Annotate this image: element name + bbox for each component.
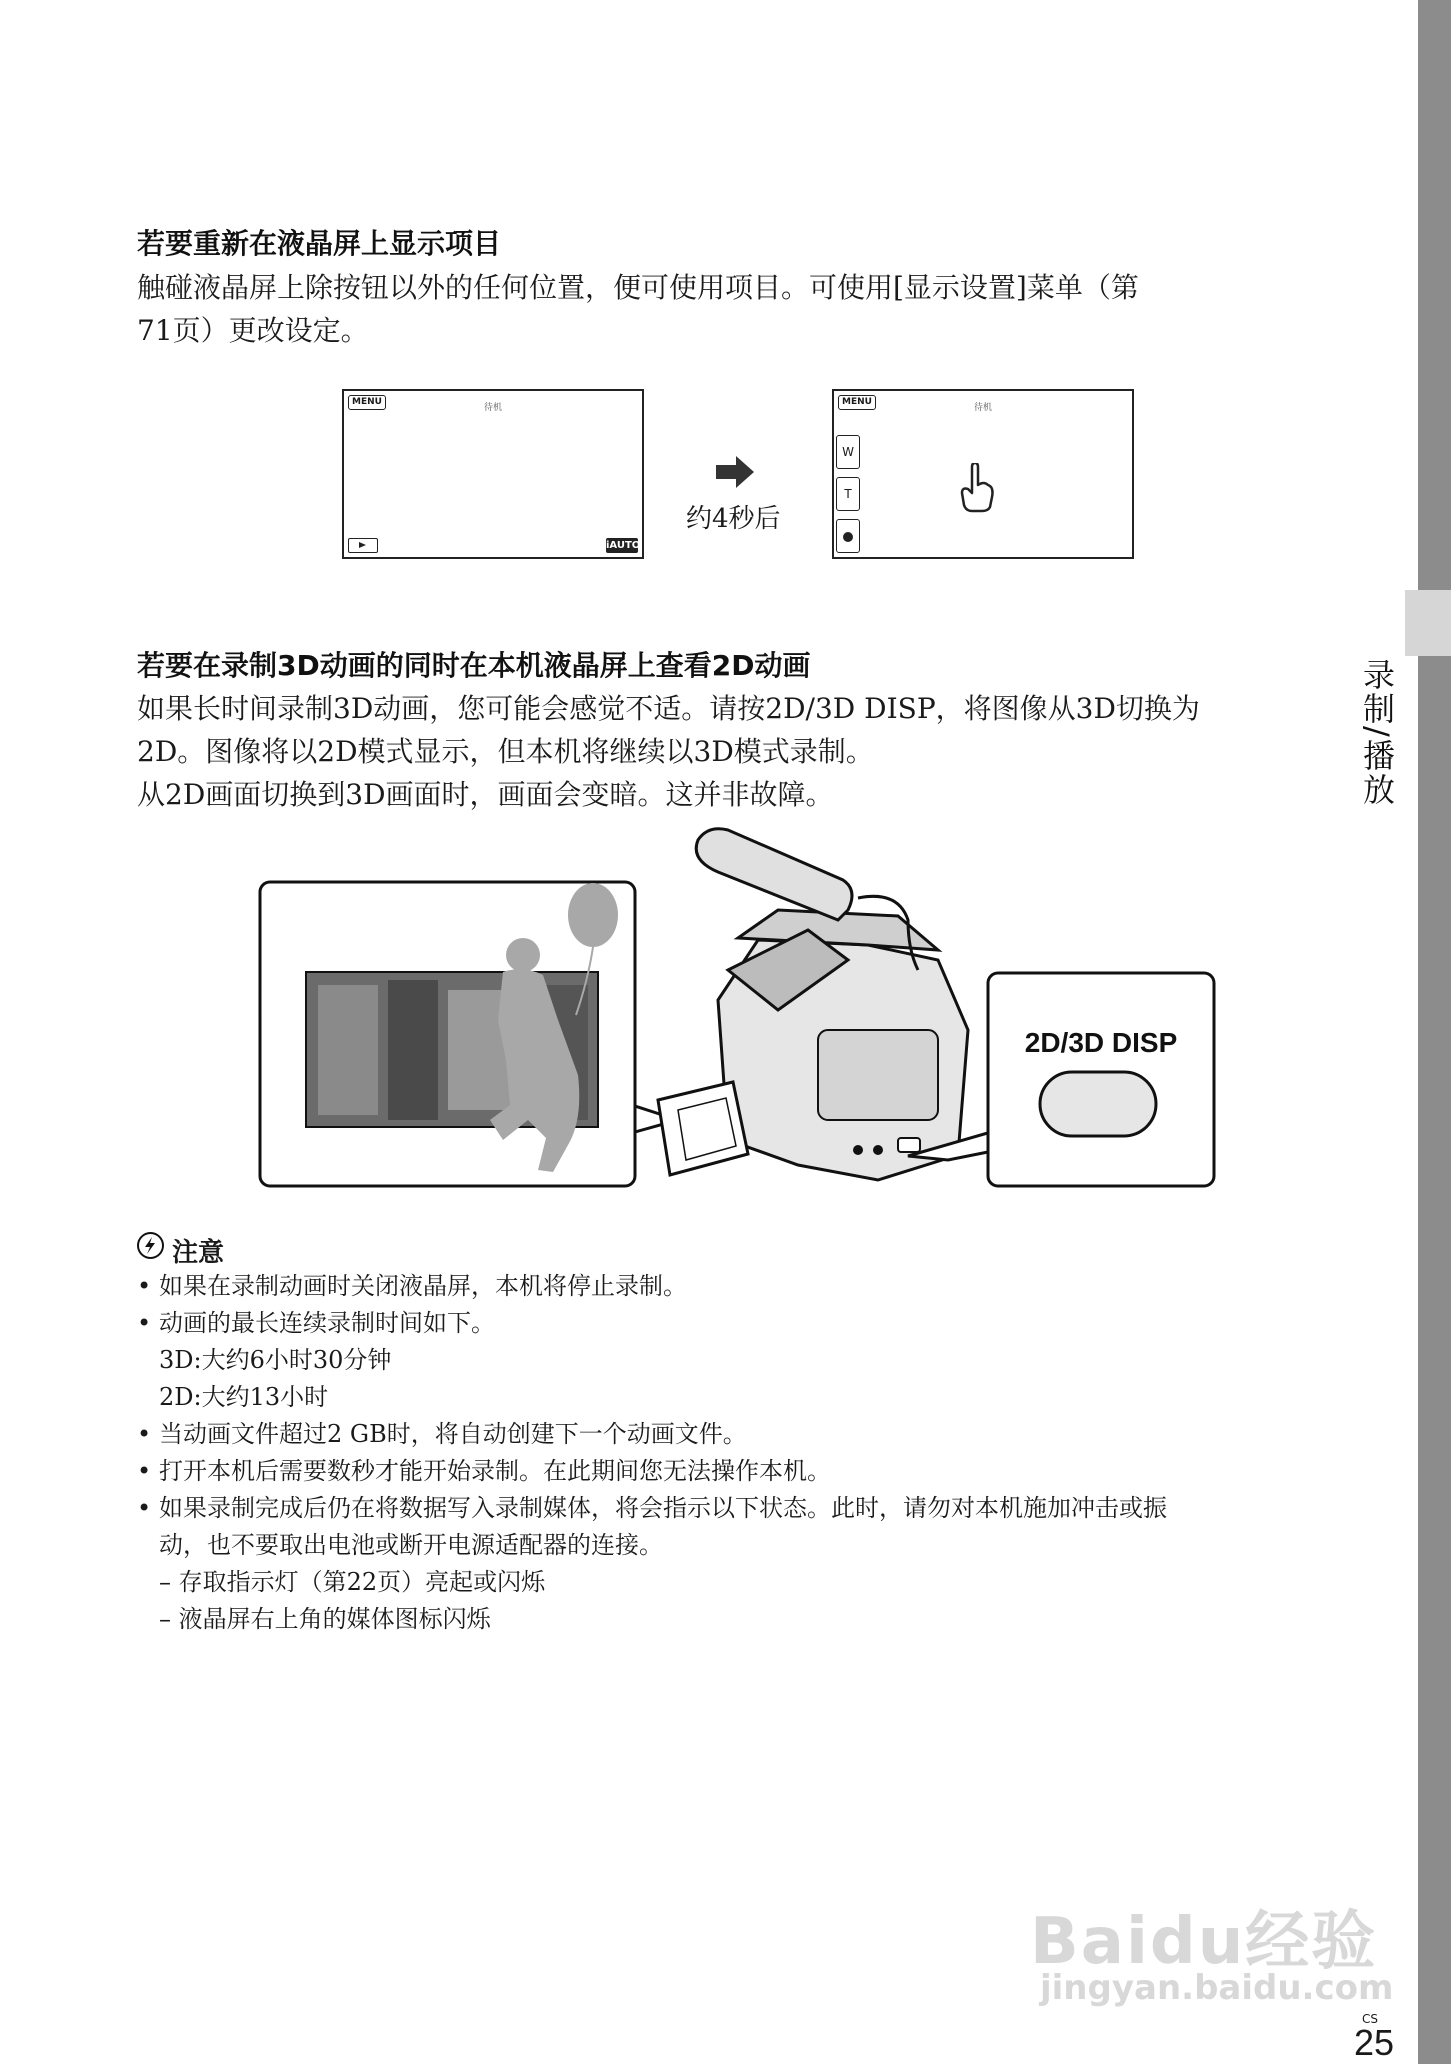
zoom-t-button: T — [836, 477, 860, 511]
list-subitem: 2D:大约13小时 — [159, 1383, 329, 1411]
side-tab — [1405, 590, 1451, 656]
standby-status: 待机 — [483, 403, 502, 413]
section1-heading: 若要重新在液晶屏上显示项目 — [137, 227, 502, 260]
zoom-w-button: W — [836, 435, 860, 469]
list-item: • 打开本机后需要数秒才能开始录制。在此期间您无法操作本机。 — [137, 1453, 1367, 1490]
notes-list — [137, 1268, 1367, 1638]
section2-body-line2: 2D。图像将以2D模式显示，但本机将继续以3D模式录制。 — [137, 735, 874, 768]
side-strip — [1418, 0, 1451, 2064]
section1-body-line2: 71页）更改设定。 — [137, 314, 369, 347]
list-subitem: 3D:大约6小时30分钟 — [159, 1346, 392, 1374]
language-code: CS — [1362, 2012, 1378, 2026]
iauto-icon: iAUTO — [606, 540, 641, 551]
section2-body-line3: 从2D画面切换到3D画面时，画面会变暗。这并非故障。 — [137, 778, 834, 811]
menu-button: MENU — [838, 395, 876, 410]
disp-button-label: 2D/3D DISP — [1024, 1027, 1178, 1058]
list-item-continuation: 动，也不要取出电池或断开电源适配器的连接。 — [159, 1531, 663, 1559]
notes-title: 注意 — [172, 1238, 225, 1268]
warning-icon — [137, 1232, 164, 1259]
section1-body-line1: 触碰液晶屏上除按钮以外的任何位置，便可使用项目。可使用[显示设置]菜单（第 — [137, 271, 1139, 304]
lcd-screen-before — [342, 389, 644, 559]
menu-button: MENU — [348, 395, 386, 410]
touch-hand-icon — [960, 463, 994, 513]
list-item: • 当动画文件超过2 GB时，将自动创建下一个动画文件。 — [137, 1416, 1367, 1453]
list-item: • 如果录制完成后仍在将数据写入录制媒体，将会指示以下状态。此时，请勿对本机施加冲击或振 — [137, 1490, 1367, 1527]
standby-status: 待机 — [973, 403, 992, 413]
watermark-url: jingyan.baidu.com — [1040, 1968, 1394, 2008]
lcd-screen-after — [832, 389, 1134, 559]
list-subitem: – 液晶屏右上角的媒体图标闪烁 — [159, 1605, 491, 1633]
section2-body — [137, 687, 1317, 816]
watermark-logo: Baidu经验 — [1030, 1905, 1378, 1979]
delay-label: 约4秒后 — [686, 504, 781, 534]
list-item: • 动画的最长连续录制时间如下。 — [137, 1305, 1367, 1342]
camcorder-illustration — [258, 820, 1218, 1190]
playback-icon — [348, 538, 378, 553]
section2-heading: 若要在录制3D动画的同时在本机液晶屏上查看2D动画 — [137, 649, 811, 682]
right-arrow-icon — [716, 456, 756, 488]
record-button — [836, 519, 860, 553]
section2-body-line1: 如果长时间录制3D动画，您可能会感觉不适。请按2D/3D DISP，将图像从3D切换为 — [137, 692, 1200, 725]
section-label: 录制/播放 — [1358, 658, 1396, 807]
page-number: 25 — [1354, 2022, 1395, 2063]
section1-body — [137, 266, 1317, 352]
list-item: • 如果在录制动画时关闭液晶屏，本机将停止录制。 — [137, 1268, 1367, 1305]
list-subitem: – 存取指示灯（第22页）亮起或闪烁 — [159, 1568, 546, 1596]
